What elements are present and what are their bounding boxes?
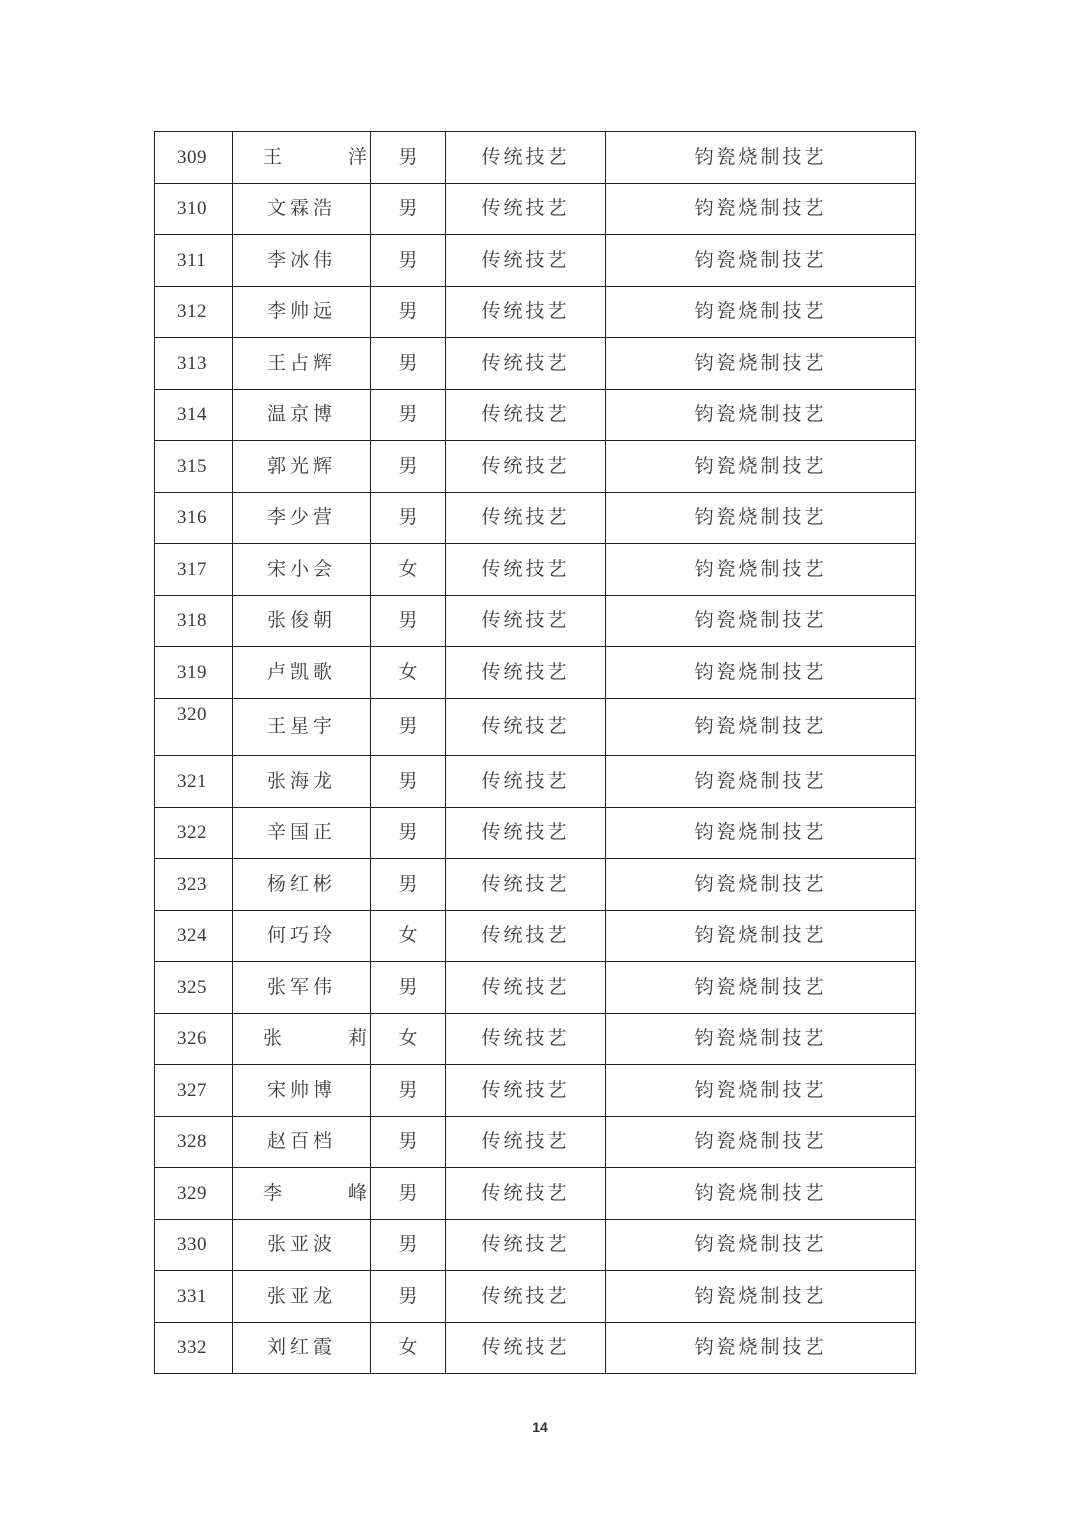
heritage-category: 传统技艺 (446, 286, 606, 338)
table-row (155, 698, 916, 756)
person-gender: 女 (371, 1013, 446, 1065)
heritage-project: 钧瓷烧制技艺 (606, 859, 916, 911)
heritage-category: 传统技艺 (446, 1271, 606, 1323)
heritage-project: 钧瓷烧制技艺 (606, 1013, 916, 1065)
person-name: 张 莉 (233, 1013, 371, 1065)
person-name: 王 洋 (233, 132, 371, 184)
table-row (155, 1116, 916, 1168)
person-gender: 男 (371, 1271, 446, 1323)
heritage-project: 钧瓷烧制技艺 (606, 338, 916, 390)
person-name: 王星宇 (233, 698, 371, 756)
row-number: 312 (155, 286, 233, 338)
person-name: 李 峰 (233, 1168, 371, 1220)
roster-table (154, 131, 916, 1374)
heritage-category: 传统技艺 (446, 338, 606, 390)
person-gender: 男 (371, 389, 446, 441)
heritage-project: 钧瓷烧制技艺 (606, 492, 916, 544)
person-name: 刘红霞 (233, 1322, 371, 1374)
heritage-category: 传统技艺 (446, 647, 606, 699)
person-gender: 男 (371, 1065, 446, 1117)
heritage-category: 传统技艺 (446, 1168, 606, 1220)
heritage-category: 传统技艺 (446, 910, 606, 962)
heritage-category: 传统技艺 (446, 441, 606, 493)
row-number: 309 (155, 132, 233, 184)
heritage-category: 传统技艺 (446, 389, 606, 441)
heritage-project: 钧瓷烧制技艺 (606, 1116, 916, 1168)
person-gender: 女 (371, 647, 446, 699)
person-gender: 男 (371, 235, 446, 287)
row-number: 327 (155, 1065, 233, 1117)
heritage-project: 钧瓷烧制技艺 (606, 1322, 916, 1374)
row-number: 314 (155, 389, 233, 441)
row-number: 332 (155, 1322, 233, 1374)
person-name: 杨红彬 (233, 859, 371, 911)
heritage-project: 钧瓷烧制技艺 (606, 698, 916, 756)
person-gender: 男 (371, 859, 446, 911)
heritage-category: 传统技艺 (446, 1322, 606, 1374)
person-gender: 男 (371, 756, 446, 808)
heritage-project: 钧瓷烧制技艺 (606, 910, 916, 962)
person-gender: 男 (371, 1116, 446, 1168)
table-row (155, 492, 916, 544)
heritage-category: 传统技艺 (446, 962, 606, 1014)
table-row (155, 1219, 916, 1271)
person-name: 张海龙 (233, 756, 371, 808)
row-number: 331 (155, 1271, 233, 1323)
heritage-category: 传统技艺 (446, 698, 606, 756)
table-row (155, 544, 916, 596)
person-name: 赵百档 (233, 1116, 371, 1168)
person-name: 王占辉 (233, 338, 371, 390)
row-number: 317 (155, 544, 233, 596)
heritage-project: 钧瓷烧制技艺 (606, 807, 916, 859)
person-name: 宋小会 (233, 544, 371, 596)
person-gender: 女 (371, 1322, 446, 1374)
row-number: 322 (155, 807, 233, 859)
heritage-category: 传统技艺 (446, 807, 606, 859)
heritage-category: 传统技艺 (446, 544, 606, 596)
table-row (155, 338, 916, 390)
heritage-category: 传统技艺 (446, 1219, 606, 1271)
table-row (155, 1271, 916, 1323)
table-row (155, 807, 916, 859)
heritage-category: 传统技艺 (446, 235, 606, 287)
person-gender: 男 (371, 492, 446, 544)
person-gender: 男 (371, 286, 446, 338)
heritage-category: 传统技艺 (446, 1065, 606, 1117)
person-gender: 男 (371, 441, 446, 493)
heritage-project: 钧瓷烧制技艺 (606, 1065, 916, 1117)
person-name: 李帅远 (233, 286, 371, 338)
page-number: 14 (532, 1419, 548, 1435)
table-row (155, 1168, 916, 1220)
heritage-category: 传统技艺 (446, 1013, 606, 1065)
person-gender: 男 (371, 132, 446, 184)
heritage-project: 钧瓷烧制技艺 (606, 544, 916, 596)
heritage-category: 传统技艺 (446, 1116, 606, 1168)
person-name: 卢凯歌 (233, 647, 371, 699)
table-row (155, 962, 916, 1014)
heritage-project: 钧瓷烧制技艺 (606, 132, 916, 184)
heritage-category: 传统技艺 (446, 756, 606, 808)
heritage-project: 钧瓷烧制技艺 (606, 595, 916, 647)
heritage-project: 钧瓷烧制技艺 (606, 389, 916, 441)
person-name: 温京博 (233, 389, 371, 441)
row-number: 328 (155, 1116, 233, 1168)
table-row (155, 910, 916, 962)
person-gender: 男 (371, 698, 446, 756)
heritage-category: 传统技艺 (446, 859, 606, 911)
heritage-project: 钧瓷烧制技艺 (606, 441, 916, 493)
table-row (155, 595, 916, 647)
person-name: 张俊朝 (233, 595, 371, 647)
person-gender: 男 (371, 1168, 446, 1220)
person-gender: 男 (371, 1219, 446, 1271)
person-name: 李少营 (233, 492, 371, 544)
row-number: 318 (155, 595, 233, 647)
table-row (155, 132, 916, 184)
row-number: 321 (155, 756, 233, 808)
table-row (155, 389, 916, 441)
person-name: 何巧玲 (233, 910, 371, 962)
heritage-project: 钧瓷烧制技艺 (606, 647, 916, 699)
row-number: 315 (155, 441, 233, 493)
person-gender: 男 (371, 595, 446, 647)
person-gender: 女 (371, 910, 446, 962)
person-gender: 男 (371, 338, 446, 390)
table-row (155, 1322, 916, 1374)
heritage-category: 传统技艺 (446, 492, 606, 544)
heritage-project: 钧瓷烧制技艺 (606, 962, 916, 1014)
row-number: 313 (155, 338, 233, 390)
roster-table-body (155, 132, 916, 1374)
person-gender: 男 (371, 183, 446, 235)
heritage-project: 钧瓷烧制技艺 (606, 235, 916, 287)
person-name: 郭光辉 (233, 441, 371, 493)
table-row (155, 441, 916, 493)
table-row (155, 235, 916, 287)
person-gender: 男 (371, 807, 446, 859)
heritage-project: 钧瓷烧制技艺 (606, 1271, 916, 1323)
person-name: 张亚龙 (233, 1271, 371, 1323)
row-number: 310 (155, 183, 233, 235)
row-number: 319 (155, 647, 233, 699)
row-number: 320 (155, 698, 233, 756)
row-number: 330 (155, 1219, 233, 1271)
table-row (155, 756, 916, 808)
person-name: 宋帅博 (233, 1065, 371, 1117)
heritage-project: 钧瓷烧制技艺 (606, 183, 916, 235)
heritage-project: 钧瓷烧制技艺 (606, 756, 916, 808)
table-row (155, 183, 916, 235)
person-name: 张军伟 (233, 962, 371, 1014)
row-number: 311 (155, 235, 233, 287)
table-row (155, 1013, 916, 1065)
heritage-category: 传统技艺 (446, 132, 606, 184)
person-name: 文霖浩 (233, 183, 371, 235)
row-number: 324 (155, 910, 233, 962)
heritage-category: 传统技艺 (446, 595, 606, 647)
row-number: 329 (155, 1168, 233, 1220)
table-row (155, 859, 916, 911)
row-number: 325 (155, 962, 233, 1014)
table-row (155, 647, 916, 699)
heritage-category: 传统技艺 (446, 183, 606, 235)
heritage-project: 钧瓷烧制技艺 (606, 1168, 916, 1220)
row-number: 326 (155, 1013, 233, 1065)
person-name: 辛国正 (233, 807, 371, 859)
person-gender: 女 (371, 544, 446, 596)
table-row (155, 286, 916, 338)
row-number: 323 (155, 859, 233, 911)
person-name: 李冰伟 (233, 235, 371, 287)
person-gender: 男 (371, 962, 446, 1014)
heritage-project: 钧瓷烧制技艺 (606, 1219, 916, 1271)
person-name: 张亚波 (233, 1219, 371, 1271)
row-number: 316 (155, 492, 233, 544)
table-row (155, 1065, 916, 1117)
heritage-project: 钧瓷烧制技艺 (606, 286, 916, 338)
